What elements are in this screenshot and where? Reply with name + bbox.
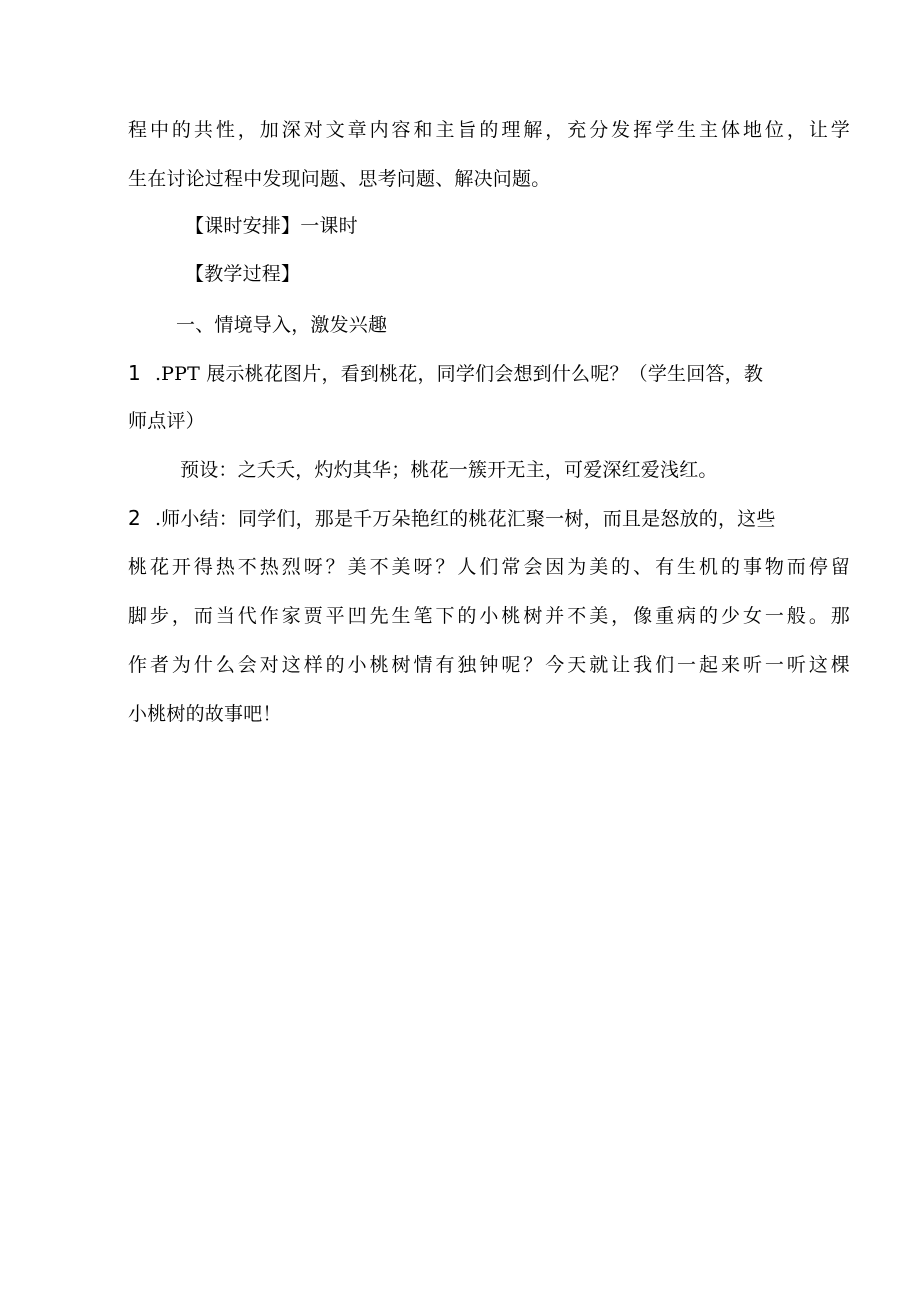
item-1-line-2: 师点评） — [128, 410, 205, 432]
item-2-line-1 — [128, 505, 850, 532]
item-2-text: .师小结：同学们，那是千万朵艳红的桃花汇聚一树，而且是怒放的，这些 — [154, 508, 776, 530]
item-2-line-4: 作者为什么会对这样的小桃树情有独钟呢？今天就让我们一起来听一听这棵 — [128, 654, 850, 676]
item-2-number: 2 — [128, 506, 141, 530]
section-1-heading: 一、情境导入，激发兴趣 — [176, 314, 388, 336]
item-1-line-1 — [128, 360, 838, 387]
item-2-line-3: 脚步，而当代作家贾平凹先生笔下的小桃树并不美，像重病的少女一般。那 — [128, 605, 850, 627]
item-2-line-2: 桃花开得热不热烈呀？美不美呀？人们常会因为美的、有生机的事物而停留 — [128, 556, 850, 578]
paragraph-1-line-2: 生在讨论过程中发现问题、思考问题、解决问题。 — [128, 168, 551, 190]
preset-line: 预设：之夭夭，灼灼其华；桃花一簇开无主，可爱深红爱浅红。 — [180, 459, 718, 481]
item-2-line-5: 小桃树的故事吧！ — [128, 703, 282, 725]
teaching-process-heading: 【教学过程】 — [185, 263, 301, 285]
lesson-arrangement: 【课时安排】一课时 — [185, 215, 358, 237]
item-1-number: 1 — [128, 361, 141, 385]
item-1-text: .PPT 展示桃花图片，看到桃花，同学们会想到什么呢？（学生回答，教 — [154, 363, 764, 385]
paragraph-1-line-1: 程中的共性，加深对文章内容和主旨的理解，充分发挥学生主体地位，让学 — [128, 119, 850, 141]
